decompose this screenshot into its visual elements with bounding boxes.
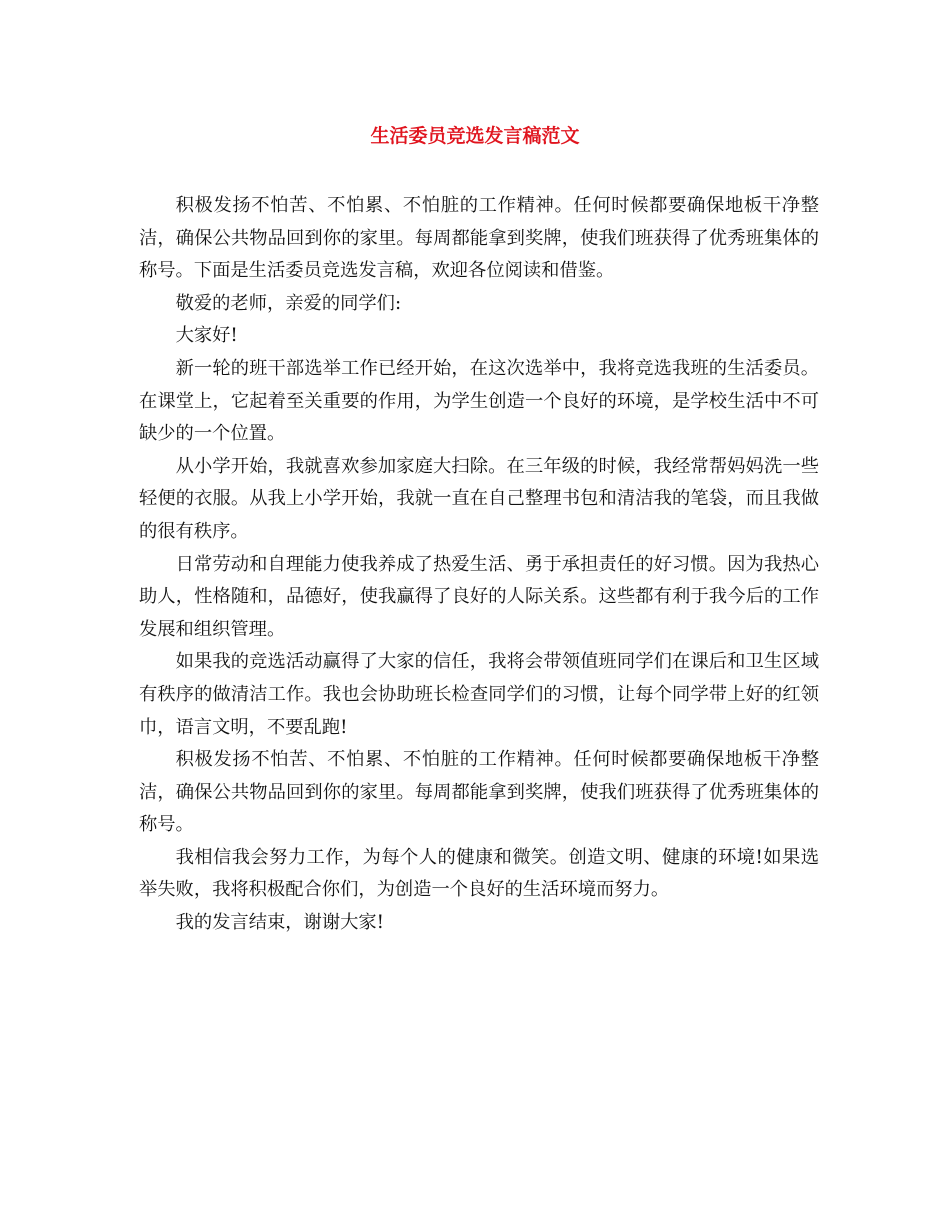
body-paragraph: 从小学开始，我就喜欢参加家庭大扫除。在三年级的时候，我经常帮妈妈洗一些轻便的衣服。从我上小学开始，我就一直在自己整理书包和清洁我的笔袋，而且我做的很有秩序。 (139, 455, 819, 542)
body-paragraph: 日常劳动和自理能力使我养成了热爱生活、勇于承担责任的好习惯。因为我热心助人，性格随和，品德好，使我赢得了良好的人际关系。这些都有利于我今后的工作发展和组织管理。 (139, 553, 819, 640)
body-paragraph: 新一轮的班干部选举工作已经开始，在这次选举中，我将竞选我班的生活委员。在课堂上，它起着至关重要的作用，为学生创造一个良好的环境，是学校生活中不可缺少的一个位置。 (139, 357, 819, 445)
intro-paragraph: 积极发扬不怕苦、不怕累、不怕脏的工作精神。任何时候都要确保地板干净整洁，确保公共物品回到你的家里。每周都能拿到奖牌，使我们班获得了优秀班集体的称号。下面是生活委员竞选发言稿，欢迎各位阅读和借鉴。 (139, 195, 819, 282)
salutation-paragraph: 敬爱的老师，亲爱的同学们: (175, 292, 402, 314)
document-title: 生活委员竞选发言稿范文 (370, 125, 580, 147)
body-paragraph: 如果我的竞选活动赢得了大家的信任，我将会带领值班同学们在课后和卫生区域有秩序的做清洁工作。我也会协助班长检查同学们的习惯，让每个同学带上好的红领巾，语言文明，不要乱跑! (139, 651, 819, 738)
body-paragraph: 我相信我会努力工作，为每个人的健康和微笑。创造文明、健康的环境!如果选举失败，我将积极配合你们，为创造一个良好的生活环境而努力。 (139, 846, 819, 901)
closing-paragraph: 我的发言结束，谢谢大家! (175, 912, 385, 934)
document-body (139, 190, 819, 940)
greeting-paragraph: 大家好! (175, 325, 238, 347)
body-paragraph: 积极发扬不怕苦、不怕累、不怕脏的工作精神。任何时候都要确保地板干净整洁，确保公共物品回到你的家里。每周都能拿到奖牌，使我们班获得了优秀班集体的称号。 (139, 749, 819, 836)
